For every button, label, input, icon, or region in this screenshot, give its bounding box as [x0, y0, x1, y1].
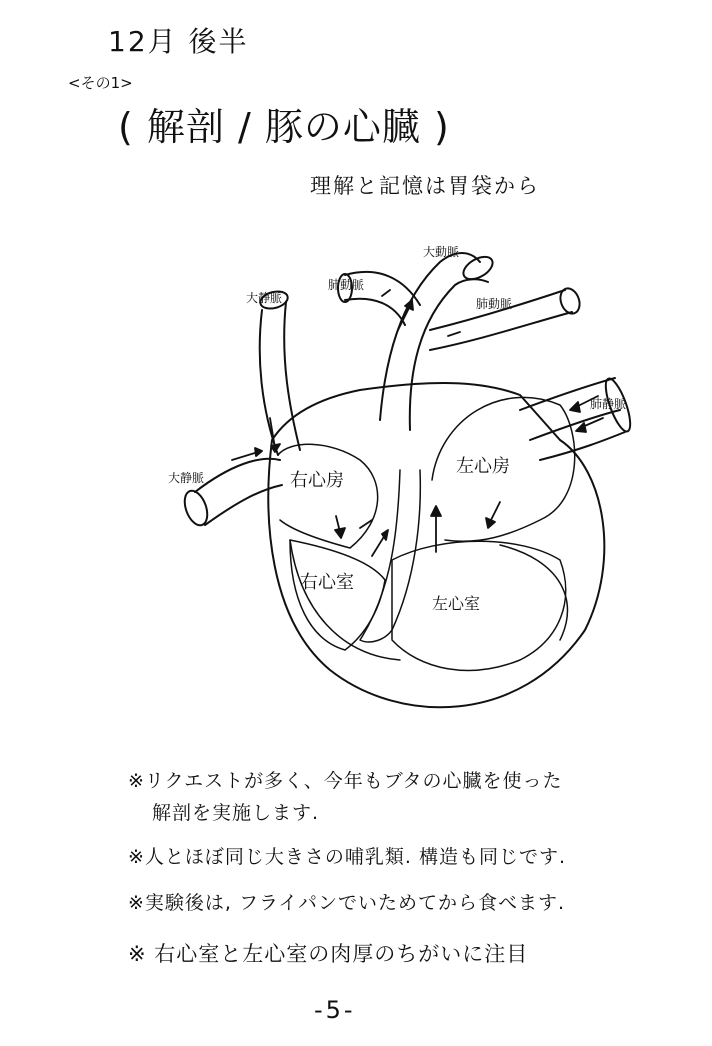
- label-superior-vena-cava: 大静脈: [246, 291, 283, 305]
- note-after-experiment: ※実験後は, フライパンでいためてから食べます.: [128, 892, 566, 914]
- label-inferior-vena-cava: 大静脈: [168, 471, 205, 485]
- pulmonary-vein: [520, 378, 625, 460]
- label-pulmonary-artery-right: 肺動脈: [476, 297, 513, 311]
- label-right-atrium: 右心房: [290, 470, 344, 491]
- note-mammal-size: ※人とほぼ同じ大きさの哺乳類. 構造も同じです.: [128, 846, 567, 868]
- superior-vena-cava: [260, 302, 300, 455]
- label-pulmonary-vein: 肺静脈: [590, 397, 627, 411]
- label-left-ventricle: 左心室: [432, 594, 481, 613]
- part-label: <その1>: [68, 74, 133, 92]
- page-month-heading: 12月 後半: [108, 25, 249, 58]
- septum: [360, 470, 420, 642]
- inferior-vena-cava-opening: [180, 488, 211, 529]
- label-aorta: 大動脈: [423, 245, 460, 259]
- label-left-atrium: 左心房: [456, 456, 510, 477]
- label-right-ventricle: 右心室: [300, 572, 354, 593]
- page-title: ( 解剖 / 豚の心臓 ): [118, 105, 450, 149]
- heart-inner-wall: [290, 540, 400, 660]
- label-pulmonary-artery: 肺動脈: [328, 278, 365, 292]
- note-ventricle-thickness: ※ 右心室と左心室の肉厚のちがいに注目: [128, 942, 529, 966]
- note-request: ※リクエストが多く、今年もブタの心臓を使った: [128, 770, 563, 792]
- page-subtitle: 理解と記憶は胃袋から: [310, 174, 540, 198]
- note-request-continued: 解剖を実施します.: [152, 802, 320, 824]
- right-ventricle-wall: [290, 540, 385, 650]
- page-number: -5-: [314, 996, 356, 1024]
- right-atrium-wall: [278, 444, 378, 548]
